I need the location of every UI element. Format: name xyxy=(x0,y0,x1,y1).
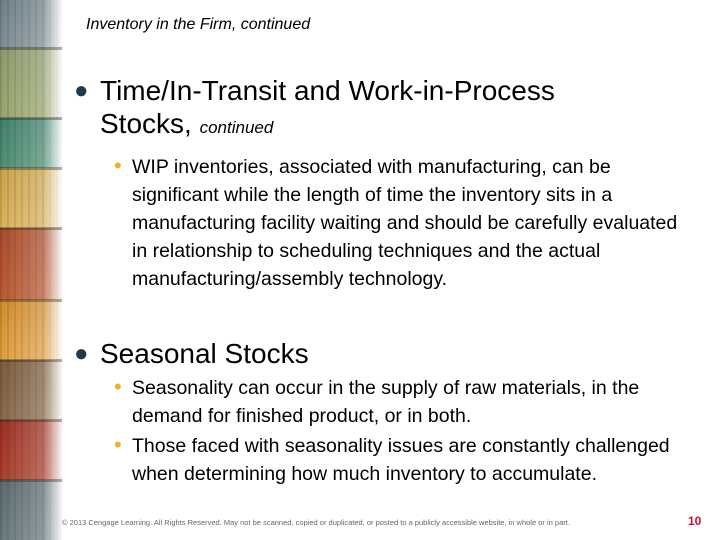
bullet-icon: ● xyxy=(74,77,89,104)
sub-bullet-icon: • xyxy=(114,432,122,457)
sub-bullet-text: Those faced with seasonality issues are constantly challenged when determining how much inventory to accumulate. xyxy=(132,435,670,485)
sub-bullet-text: Seasonality can occur in the supply of raw materials, in the demand for finished product, or in both. xyxy=(132,377,640,427)
bullet-icon: ● xyxy=(74,340,89,367)
sub-bullet-icon: • xyxy=(114,153,122,178)
decor-line xyxy=(0,167,62,170)
sub-bullet-seasonality xyxy=(114,374,674,432)
sub-bullet-wip xyxy=(114,153,678,323)
copyright-footer: © 2013 Cengage Learning. All Rights Reserved. May not be scanned, copied or duplicated, or posted to a publicly accessible website, in whole or in part. xyxy=(62,518,570,527)
decorative-container-image xyxy=(0,0,62,540)
sub-bullet-icon: • xyxy=(114,374,122,399)
decor-line xyxy=(0,359,62,362)
decor-line xyxy=(0,479,62,482)
bullet-time-in-transit xyxy=(74,74,634,144)
slide-content xyxy=(62,0,720,540)
bullet-seasonal-stocks xyxy=(74,337,634,373)
bullet-suffix: continued xyxy=(199,118,274,137)
decor-line xyxy=(0,419,62,422)
decor-line xyxy=(0,299,62,302)
decor-line xyxy=(0,47,62,50)
bullet-text: Time/In-Transit and Work-in-Process Stocks, xyxy=(100,75,555,139)
decor-line xyxy=(0,227,62,230)
slide-title: Inventory in the Firm, continued xyxy=(86,16,311,33)
sub-bullet-seasonality-issues xyxy=(114,432,674,516)
decor-line xyxy=(0,117,62,120)
bullet-text: Seasonal Stocks xyxy=(100,338,309,369)
sub-bullet-text: WIP inventories, associated with manufacturing, can be significant while the length of time the inventory sits in a manufacturing facility waiting and should be carefully evaluated in relationship to scheduling techniques and the actual manufacturing/assembly technology. xyxy=(132,156,678,290)
page-number: 10 xyxy=(688,514,702,528)
